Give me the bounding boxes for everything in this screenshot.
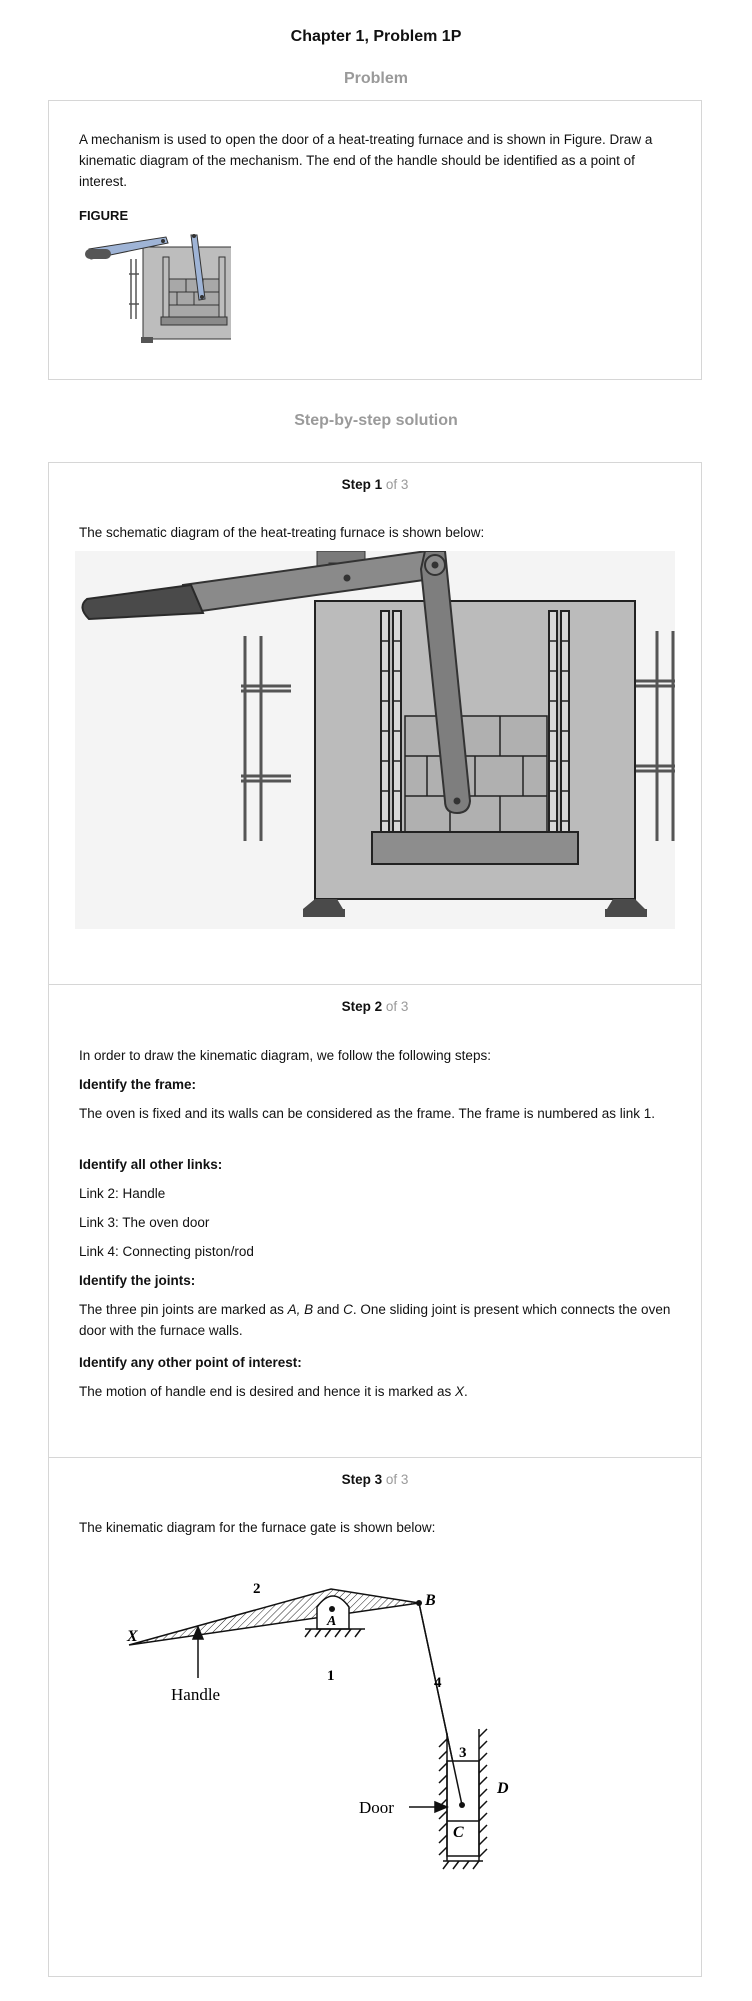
problem-text: A mechanism is used to open the door of a heat-treating furnace and is shown in Figure. Draw a kinematic diagram of the mechanism. The end of the handle should be identified as a point of interest.: [79, 132, 653, 189]
poi-heading: Identify any other point of interest:: [79, 1355, 302, 1370]
step-1-header: [49, 477, 701, 492]
slider-guide-right: [479, 1729, 487, 1861]
handle-arrow: [193, 1627, 203, 1678]
label-handle: Handle: [171, 1685, 221, 1704]
frame-heading: Identify the frame:: [79, 1077, 197, 1092]
joint-c-pin: [459, 1802, 465, 1808]
frame-text: The oven is fixed and its walls can be considered as the frame. The frame is numbered as link 1.: [79, 1106, 656, 1121]
kinematic-diagram: [119, 1563, 639, 1913]
step-2-label: Step 2: [341, 999, 383, 1014]
solution-heading: Step-by-step solution: [294, 412, 458, 429]
link-2-text: Link 2: Handle: [79, 1186, 166, 1201]
link-2-handle: [129, 1589, 419, 1645]
handle-pivot-pin: [344, 575, 351, 582]
page-title: Chapter 1, Problem 1P: [290, 28, 462, 45]
poi-text: The motion of handle end is desired and hence it is marked as X.: [79, 1384, 468, 1399]
furnace-small-foot-left: [141, 337, 153, 343]
step-2-divider: [49, 1457, 701, 1458]
label-2: 2: [253, 1581, 261, 1597]
door-slider: [447, 1761, 479, 1856]
step-1-divider: [49, 984, 701, 985]
link-4-text: Link 4: Connecting piston/rod: [79, 1244, 254, 1259]
furnace-small-grip: [85, 249, 111, 259]
step-2-intro: In order to draw the kinematic diagram, we follow the following steps:: [79, 1048, 491, 1063]
label-b: B: [425, 1592, 436, 1609]
step-2-count: of 3: [385, 999, 409, 1014]
problem-heading: Problem: [343, 70, 408, 87]
label-d: D: [497, 1780, 509, 1797]
furnace-small-door: [161, 279, 227, 325]
furnace-schematic: [75, 551, 675, 929]
step-3-label: Step 3: [341, 1472, 383, 1487]
joint-a-pin: [329, 1606, 335, 1612]
step-3-header: [49, 1472, 701, 1487]
link-3-text: Link 3: The oven door: [79, 1215, 210, 1230]
label-c: C: [453, 1824, 464, 1841]
label-a: A: [327, 1614, 337, 1629]
joints-heading: Identify the joints:: [79, 1273, 196, 1288]
step-3-intro: The kinematic diagram for the furnace gate is shown below:: [79, 1520, 436, 1535]
step-3-count: of 3: [385, 1472, 409, 1487]
label-x: X: [127, 1628, 138, 1645]
label-door: Door: [359, 1798, 394, 1817]
label-4: 4: [434, 1675, 442, 1691]
step-2-header: [49, 999, 701, 1014]
step-1-count: of 3: [385, 477, 409, 492]
problem-card: [48, 100, 702, 380]
links-heading: Identify all other links:: [79, 1157, 223, 1172]
slider-guide-bottom: [443, 1861, 483, 1869]
label-1: 1: [327, 1668, 335, 1684]
solution-card: [48, 462, 702, 1977]
furnace-door: [405, 716, 547, 836]
furnace-figure-small: [81, 229, 231, 349]
door-arrow: [409, 1802, 447, 1812]
joints-text: The three pin joints are marked as A, B and C. One sliding joint is present which connects the oven door with the furnace walls.: [79, 1302, 671, 1338]
figure-label: FIGURE: [79, 208, 129, 223]
slider-guide-left: [439, 1733, 447, 1861]
rod-bottom-pin: [454, 798, 461, 805]
step-1-intro: The schematic diagram of the heat-treating furnace is shown below:: [79, 525, 485, 540]
rod-top-pin: [432, 562, 439, 569]
door-base-plate: [372, 832, 578, 864]
label-3: 3: [459, 1745, 467, 1761]
step-1-label: Step 1: [341, 477, 383, 492]
